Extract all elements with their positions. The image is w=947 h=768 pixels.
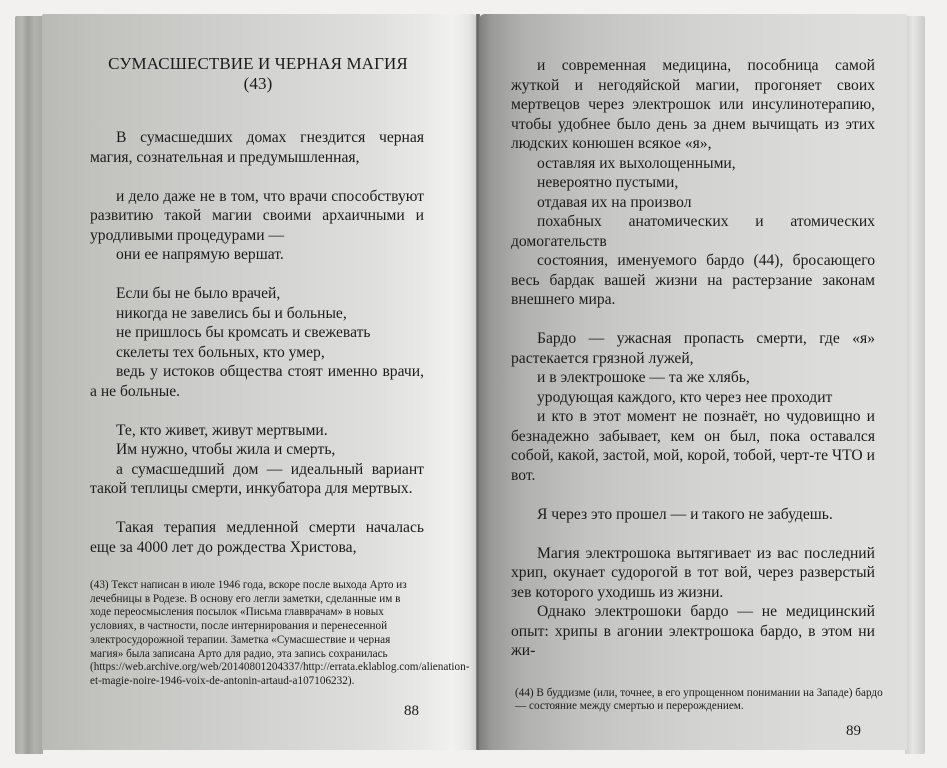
paragraph: ведь у истоков общества стоят именно врачи, а не больные. bbox=[90, 363, 424, 400]
paragraph: никогда не завелись бы и больные, bbox=[116, 304, 347, 322]
left-page-body bbox=[90, 128, 424, 557]
paragraph: и современная медицина, пособница самой жуткой и негодяйской магии, прогоняет своих мертвецов через электрошок или инсулинотерапию, чтобы удобнее было день за днем вычищать из этих людских конюшен всякое «я», bbox=[511, 57, 875, 152]
paragraph: Те, кто живет, живут мертвыми. bbox=[116, 421, 328, 439]
left-page-content bbox=[42, 14, 478, 750]
right-page-body bbox=[511, 56, 875, 661]
page-block-edge-left bbox=[15, 16, 43, 754]
paragraph: невероятно пустыми, bbox=[537, 174, 679, 191]
paragraph: не пришлось бы кромсать и свежевать bbox=[116, 324, 371, 341]
left-page bbox=[42, 14, 478, 750]
paragraph: Однако электрошоки бардо — не медицинский опыт: хрипы в агонии электрошока бардо, в этом ни жи- bbox=[511, 603, 875, 659]
right-page-content bbox=[479, 14, 907, 750]
paragraph: и кто в этот момент не познаёт, но чудовищно и безнадежно забывает, кем он был, пока оставался собой, какой, застой, мой, корой, тобой, черт-те ЧТО и вот. bbox=[511, 408, 875, 484]
paragraph: Им нужно, чтобы жила и смерть, bbox=[116, 441, 336, 458]
paragraph: Такая терапия медленной смерти началась еще за 4000 лет до рождества Христова, bbox=[90, 519, 424, 556]
paragraph: оставляя их выхолощенными, bbox=[537, 154, 736, 172]
paragraph: В сумасшедших домах гнездится черная магия, сознательная и предумышленная, bbox=[90, 129, 424, 166]
page-number: 89 bbox=[846, 722, 861, 739]
paragraph: а сумасшедший дом — идеальный вариант такой теплицы смерти, инкубатора для мертвых. bbox=[90, 460, 424, 497]
paragraph: Если бы не было врачей, bbox=[116, 285, 281, 302]
footnote: (44) В буддизме (или, точнее, в его упрощенном понимании на Западе) бардо — состояние между смертью и перерождением. bbox=[515, 686, 883, 713]
paragraph: похабных анатомических и атомических домогательств bbox=[511, 213, 875, 250]
paragraph: Магия электрошока вытягивает из вас последний хрип, окунает судорогой в тот вой, через разверстый зев которого уходишь из жизни. bbox=[511, 544, 875, 601]
paragraph: отдавая их на произвол bbox=[537, 193, 692, 211]
spacer bbox=[90, 689, 426, 702]
paragraph: скелеты тех больных, кто умер, bbox=[116, 343, 325, 361]
paragraph: Бардо — ужасная пропасть смерти, где «я» растекается грязной лужей, bbox=[511, 330, 875, 367]
page-block-edge-right bbox=[905, 16, 925, 754]
page-number: 88 bbox=[404, 703, 419, 719]
running-title: СУМАСШЕСТВИЕ И ЧЕРНАЯ МАГИЯ (43) bbox=[108, 54, 408, 93]
paragraph: и в электрошоке — та же хлябь, bbox=[537, 369, 750, 386]
paragraph: Я через это прошел — и такого не забудешь. bbox=[537, 505, 833, 523]
right-page bbox=[479, 14, 907, 750]
paragraph: они ее напрямую вершат. bbox=[116, 246, 284, 263]
footnote: (43) Текст написан в июле 1946 года, вскоре после выхода Арто из лечебницы в Родезе. В основу его легли заметки, сделанные им в ходе переосмысления посылок «Письма главврачам» в новых условиях, в частности, после интернирования и перенесенной электросудорожной терапии. Заметка «Сумасшествие и черная магия» была записана Арто для радио, эта запись сохранилась (https://web.archive.org/web/20140801204337/http://errata.eklablog.com/alienation-et-magie-noire-1946-voix-de-antonin-artaud-a107106232). bbox=[90, 579, 470, 687]
spacer bbox=[511, 714, 875, 722]
paragraph: и дело даже не в том, что врачи способствуют развитию такой магии своими архаичными и уродливыми процедурами — bbox=[90, 187, 424, 244]
paragraph: состояния, именуемого бардо (44), бросающего весь бардак вашей жизни на растерзание законам внешнего мира. bbox=[511, 252, 875, 308]
paragraph: уродующая каждого, кто через нее проходит bbox=[537, 388, 833, 406]
